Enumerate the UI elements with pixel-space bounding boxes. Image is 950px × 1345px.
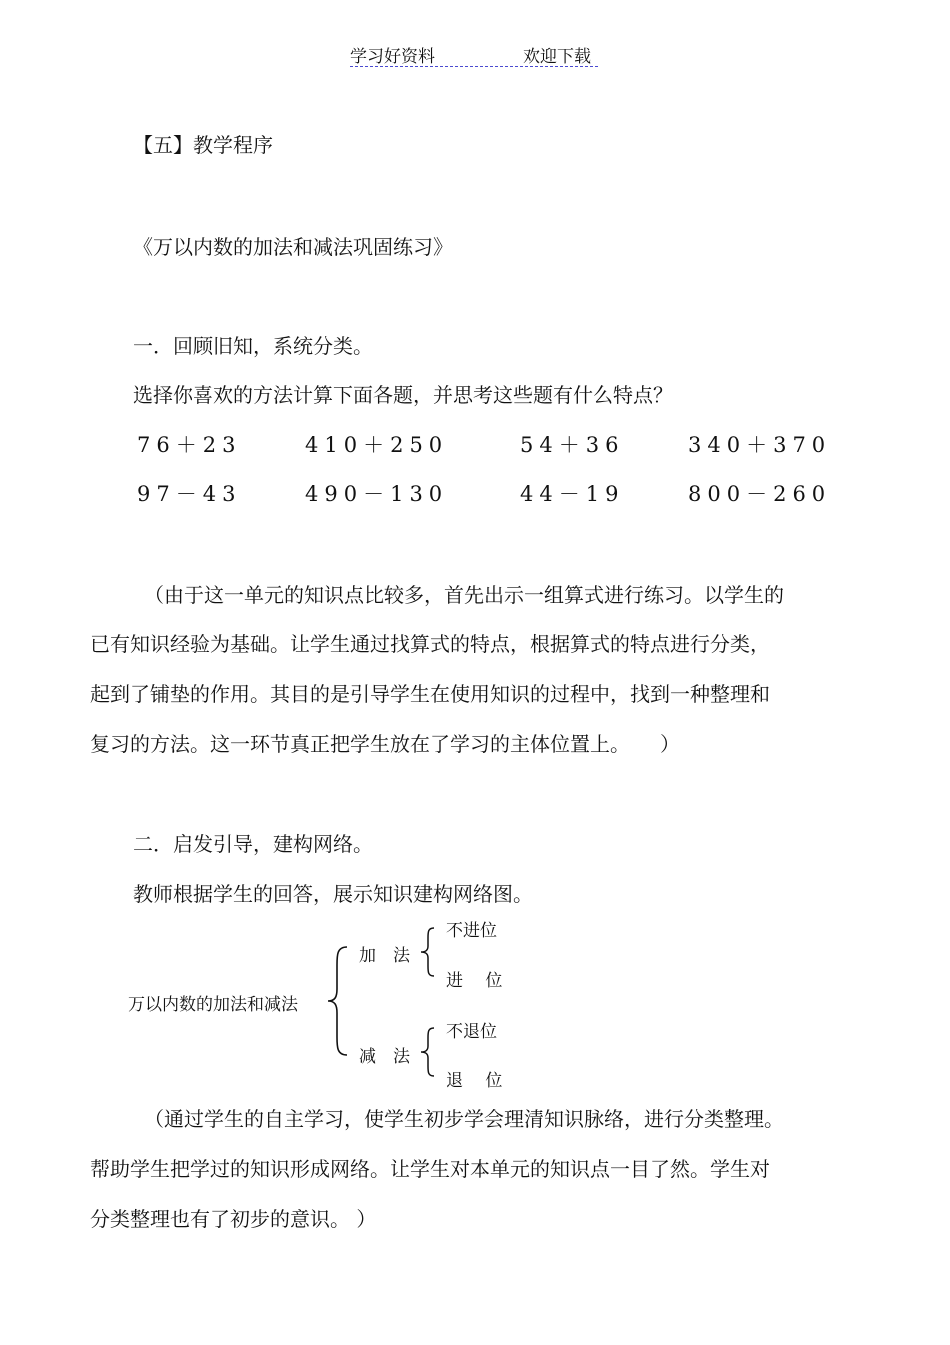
- calc-item: 410＋250: [305, 433, 449, 457]
- part2-instruction: 教师根据学生的回答，展示知识建构网络图。: [133, 882, 533, 906]
- diagram-add-carry: 进 位: [446, 971, 503, 991]
- calc-item: 800－260: [688, 482, 832, 506]
- diagram-add-no-carry: 不进位: [446, 921, 497, 941]
- diagram-root-label: 万以内数的加法和减法: [128, 995, 298, 1015]
- part1-instruction: 选择你喜欢的方法计算下面各题，并思考这些题有什么特点？: [133, 383, 673, 407]
- part2-heading: 二．启发引导，建构网络。: [133, 832, 373, 856]
- calc-item: 490－130: [305, 482, 449, 506]
- diagram-add-label: 加 法: [359, 946, 410, 966]
- calc-item: 54＋36: [520, 433, 625, 457]
- calc-item: 44－19: [520, 482, 625, 506]
- sub-brace: [418, 1026, 440, 1078]
- page-header: [350, 40, 598, 67]
- note-line: （由于这一单元的知识点比较多，首先出示一组算式进行练习。以学生的: [144, 583, 784, 607]
- note-line: 帮助学生把学过的知识形成网络。让学生对本单元的知识点一目了然。学生对: [90, 1157, 770, 1181]
- part1-heading: 一．回顾旧知，系统分类。: [133, 334, 373, 358]
- section-title: 【五】教学程序: [133, 133, 273, 157]
- lesson-title: 《万以内数的加法和减法巩固练习》: [133, 235, 453, 259]
- note-line: （通过学生的自主学习，使学生初步学会理清知识脉络，进行分类整理。: [144, 1107, 784, 1131]
- header-left-text: 学习好资料: [350, 47, 435, 67]
- diagram-sub-borrow: 退 位: [446, 1071, 503, 1091]
- diagram-sub-label: 减 法: [359, 1047, 410, 1067]
- root-brace: [325, 945, 355, 1057]
- note-line: 复习的方法。这一环节真正把学生放在了学习的主体位置上。 ）: [90, 732, 680, 756]
- diagram-sub-no-borrow: 不退位: [446, 1022, 497, 1042]
- calc-item: 97－43: [137, 482, 242, 506]
- note-line: 起到了铺垫的作用。其目的是引导学生在使用知识的过程中，找到一种整理和: [90, 682, 770, 706]
- note-line: 分类整理也有了初步的意识。 ）: [90, 1207, 377, 1231]
- calc-item: 340＋370: [688, 433, 832, 457]
- note-line: 已有知识经验为基础。让学生通过找算式的特点，根据算式的特点进行分类，: [90, 632, 770, 656]
- add-brace: [418, 926, 440, 978]
- calc-item: 76＋23: [137, 433, 242, 457]
- header-right-text: 欢迎下载: [523, 47, 591, 67]
